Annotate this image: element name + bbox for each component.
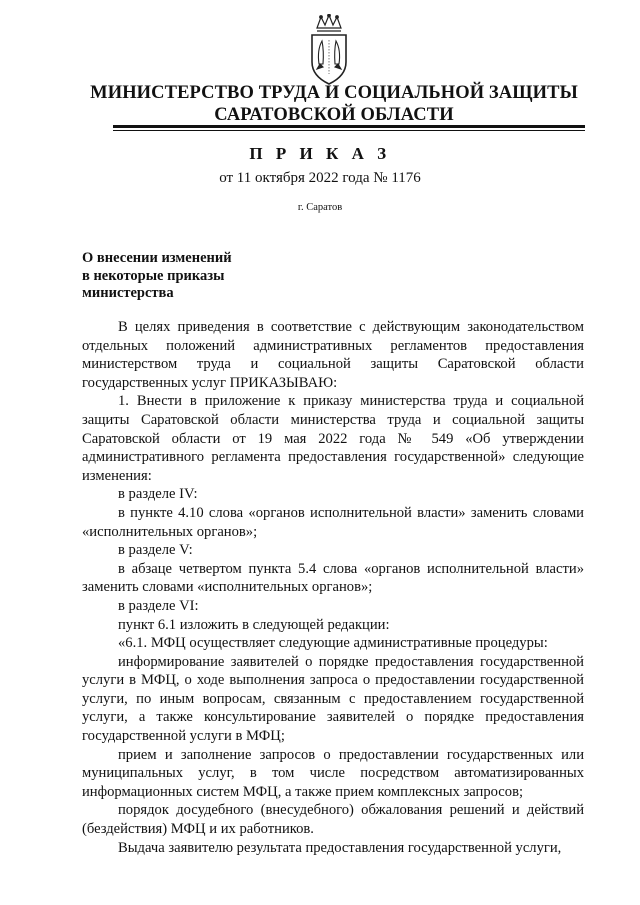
order-subject bbox=[82, 250, 302, 303]
paragraph-informing: информирование заявителей о порядке предоставления государственной услуги в МФЦ, о ходе выполнения запроса о предоставлении государственной услуги, по иным вопросам, связанным с предоставлением государственной услуги, а также консультирование заявителей о порядке предоставления государственной услуги в МФЦ; bbox=[82, 653, 584, 745]
header-rule-thick bbox=[113, 125, 585, 128]
paragraph-appeal: порядок досудебного (внесудебного) обжалования решений и действий (бездействия) МФЦ и их работников. bbox=[82, 802, 584, 838]
ministry-line-2: САРАТОВСКОЙ ОБЛАСТИ bbox=[214, 105, 454, 125]
paragraph-section-vi: в разделе VI: bbox=[118, 597, 199, 614]
order-title: П Р И К А З bbox=[249, 144, 391, 163]
subject-line-3: министерства bbox=[82, 285, 174, 301]
paragraph-section-iv: в разделе IV: bbox=[118, 486, 198, 503]
paragraph-section-v: в разделе V: bbox=[118, 542, 193, 559]
paragraph-preamble: В целях приведения в соответствие с действующим законодательством отдельных положений административных регламентов предоставления министерством труда и социальной защиты Саратовской области государственных услуг ПРИКАЗЫВАЮ: bbox=[82, 319, 584, 391]
subject-line-2: в некоторые приказы bbox=[82, 267, 225, 284]
order-city: г. Саратов bbox=[297, 202, 343, 213]
paragraph-point-4-10: в пункте 4.10 слова «органов исполнительной власти» заменить словами «исполнительных органов»; bbox=[82, 504, 584, 540]
header-rule-thin bbox=[113, 130, 585, 131]
ministry-name bbox=[60, 82, 608, 126]
paragraph-mfc-procedures: «6.1. МФЦ осуществляет следующие административные процедуры: bbox=[118, 635, 548, 652]
subject-line-1: О внесении изменений bbox=[82, 250, 232, 266]
order-body bbox=[82, 318, 584, 857]
paragraph-item-1: 1. Внести в приложение к приказу министерства труда и социальной защиты Саратовской области министерства труда и социальной защиты Саратовской области от 19 мая 2022 года № 549 «Об утверждении административного регламента предоставления государственной» следующие изменения: bbox=[82, 393, 584, 484]
paragraph-point-5-4: в абзаце четвертом пункта 5.4 слова «органов исполнительной власти» заменить словами «исполнительных органов»; bbox=[82, 560, 584, 596]
coat-of-arms-icon bbox=[308, 14, 350, 86]
ministry-line-1: МИНИСТЕРСТВО ТРУДА И СОЦИАЛЬНОЙ ЗАЩИТЫ bbox=[90, 83, 578, 103]
paragraph-issuance: Выдача заявителю результата предоставления государственной услуги, bbox=[118, 839, 562, 856]
order-date-number: от 11 октября 2022 года № 1176 bbox=[219, 170, 421, 186]
paragraph-reception: прием и заполнение запросов о предоставлении государственных или муниципальных услуг, в том числе посредством автоматизированных информационных систем МФЦ, а также прием комплексных запросов; bbox=[82, 746, 584, 800]
paragraph-point-6-1: пункт 6.1 изложить в следующей редакции: bbox=[118, 616, 390, 633]
